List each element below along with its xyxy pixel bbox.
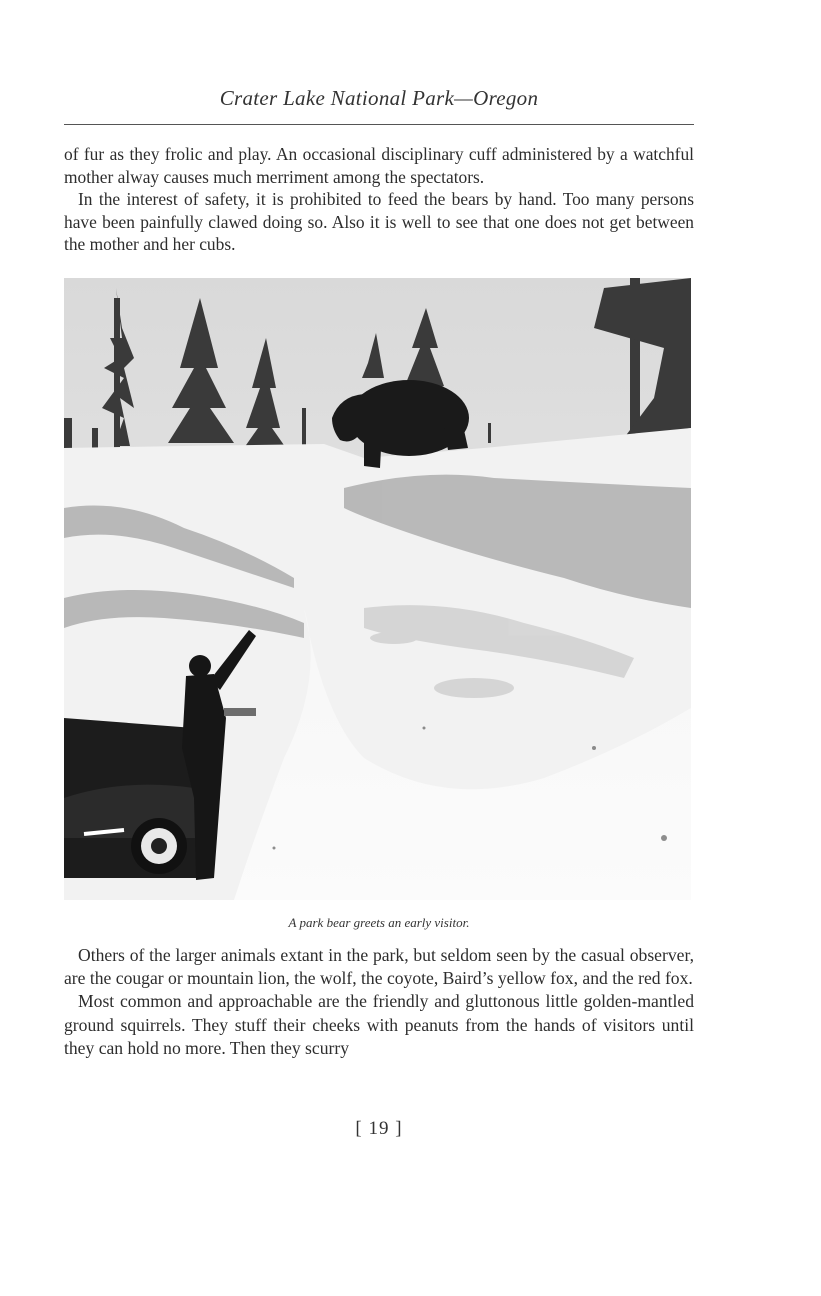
figure-caption: A park bear greets an early visitor.	[288, 915, 470, 930]
paragraph-larger-animals: Others of the larger animals extant in the park, but seldom seen by the casual observer, are the cougar or mountain lion, the wolf, the coyote, Baird’s yellow fox, and the red fox.	[64, 945, 694, 989]
header-rule	[64, 124, 694, 125]
paragraph-safety: In the interest of safety, it is prohibited to feed the bears by hand. Too many persons have been painfully clawed doing so. Also it is well to see that one does not get between the mother and her cubs.	[64, 189, 694, 255]
bear-photograph	[64, 278, 691, 900]
page-number: [ 19 ]	[355, 1118, 403, 1139]
paragraph-continuation: of fur as they frolic and play. An occasional disciplinary cuff administered by a watchful mother alway causes much merriment among the spectators.	[64, 144, 694, 187]
bottom-text-block	[64, 944, 694, 1060]
running-title: Crater Lake National Park—Oregon	[219, 86, 539, 110]
top-text-block	[64, 143, 694, 256]
paragraph-squirrels: Most common and approachable are the friendly and gluttonous little golden-mantled ground squirrels. They stuff their cheeks with peanuts from the hands of visitors until they can hold no more. Then they scurry	[64, 991, 694, 1058]
